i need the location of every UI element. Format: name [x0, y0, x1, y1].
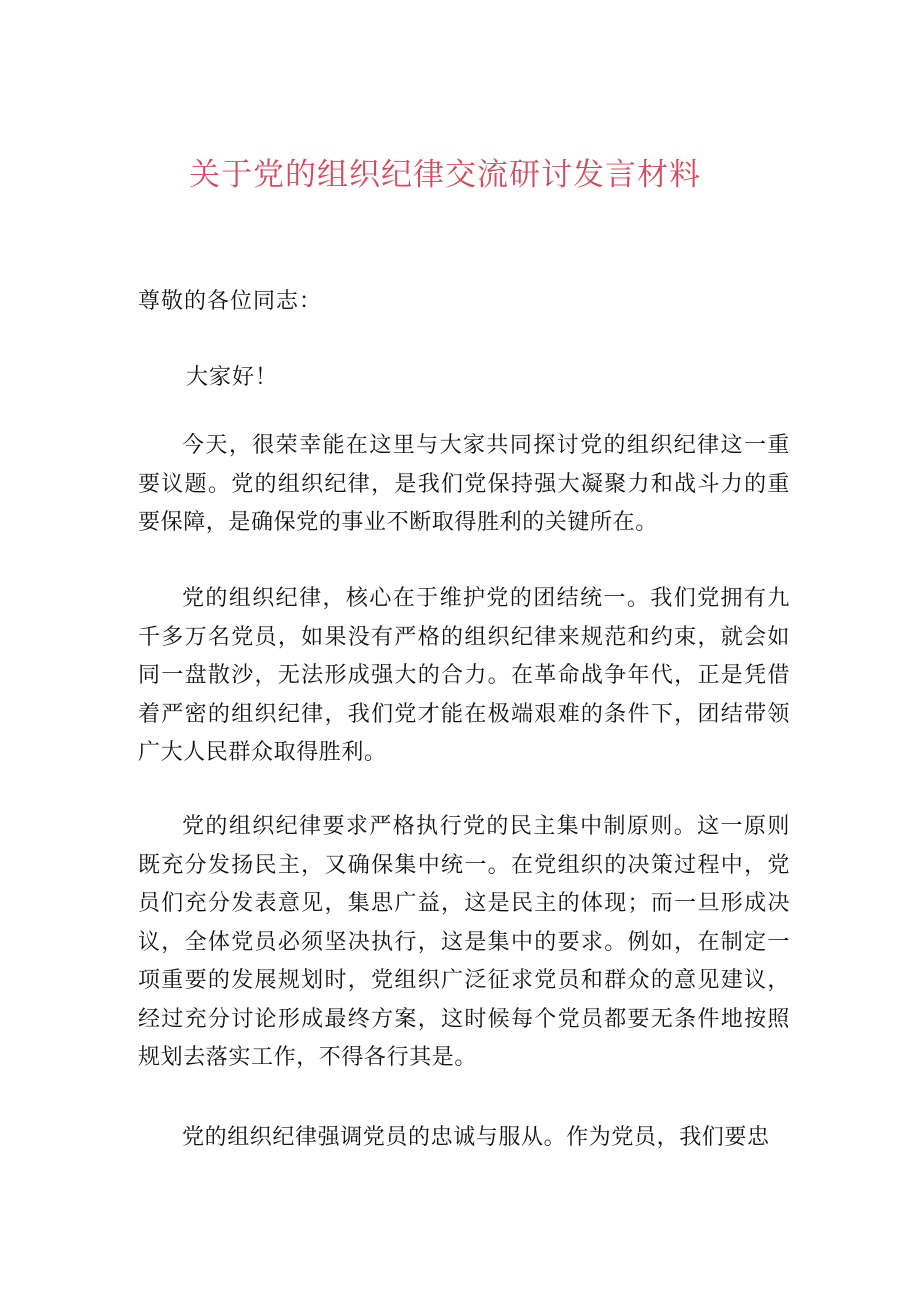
- document-title: 关于党的组织纪律交流研讨发言材料: [189, 156, 701, 193]
- paragraph-democratic-centralism: 党的组织纪律要求严格执行党的民主集中制原则。这一原则既充分发扬民主，又确保集中统一。在党组织的决策过程中，党员们充分发表意见，集思广益，这是民主的体现；而一旦形成决议，全体党员必须坚决执行，这是集中的要求。例如，在制定一项重要的发展规划时，党组织广泛征求党员和群众的意见建议，经过充分讨论形成最终方案，这时候每个党员都要无条件地按照规划去落实工作，不得各行其是。: [138, 814, 790, 1070]
- paragraph-intro: 今天，很荣幸能在这里与大家共同探讨党的组织纪律这一重要议题。党的组织纪律，是我们党保持强大凝聚力和战斗力的重要保障，是确保党的事业不断取得胜利的关键所在。: [138, 433, 790, 535]
- paragraph-unity: 党的组织纪律，核心在于维护党的团结统一。我们党拥有九千多万名党员，如果没有严格的组织纪律来规范和约束，就会如同一盘散沙，无法形成强大的合力。在革命战争年代，正是凭借着严密的组织纪律，我们党才能在极端艰难的条件下，团结带领广大人民群众取得胜利。: [138, 586, 790, 765]
- greeting: 大家好！: [186, 365, 279, 390]
- paragraph-loyalty: 党的组织纪律强调党员的忠诚与服从。作为党员，我们要忠: [182, 1125, 770, 1150]
- salutation: 尊敬的各位同志：: [138, 289, 323, 314]
